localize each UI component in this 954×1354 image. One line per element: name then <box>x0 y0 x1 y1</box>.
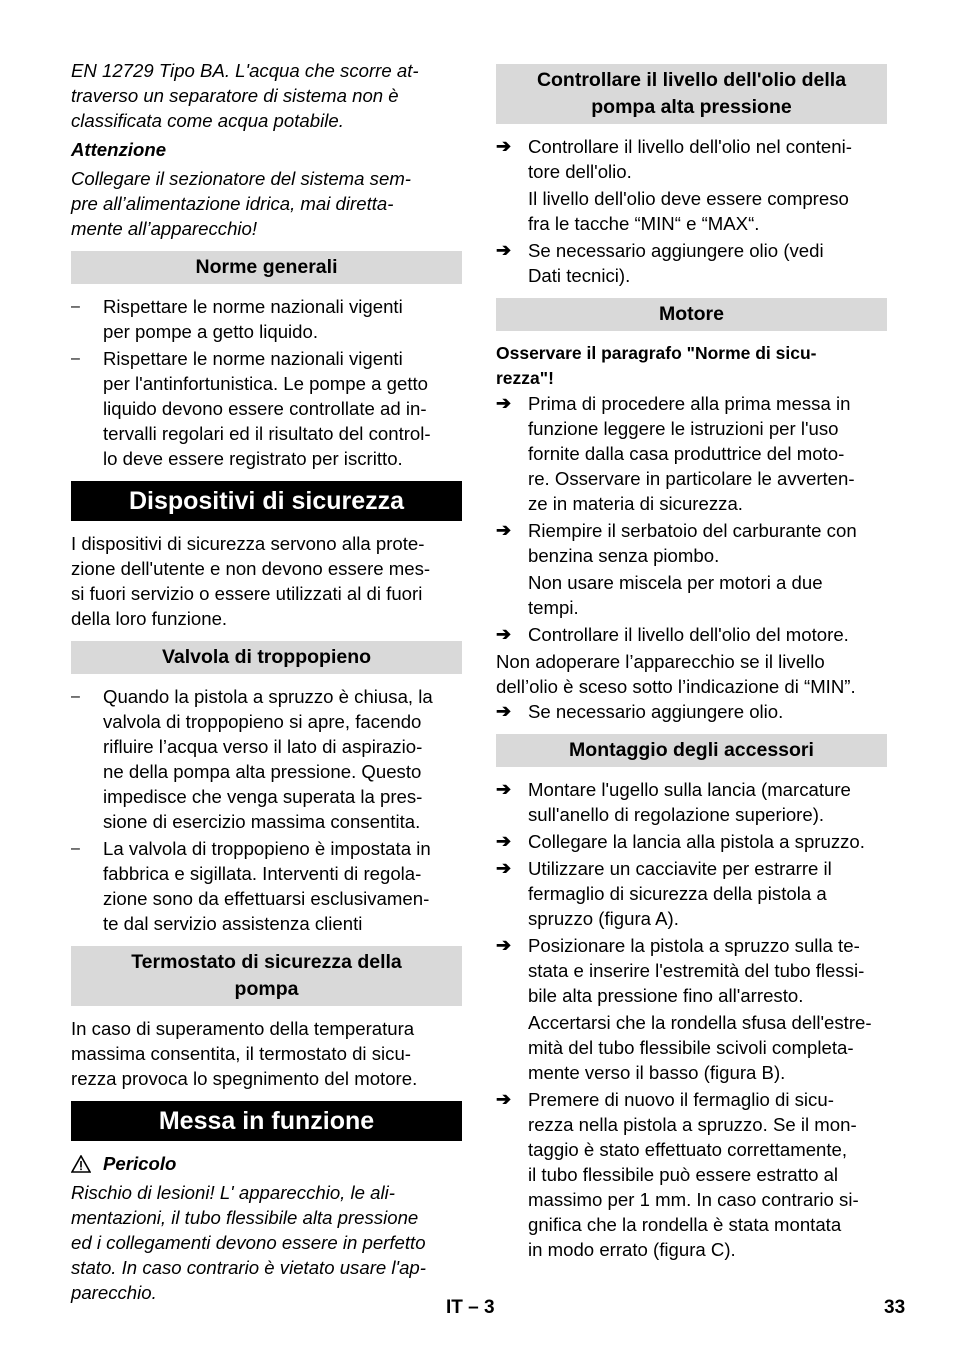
messa-in-funzione-heading: Messa in funzione <box>71 1101 462 1141</box>
pericolo-label: Pericolo <box>103 1153 177 1174</box>
attention-label: Attenzione <box>71 139 167 160</box>
text-line: re. Osservare in particolare le avverten- <box>528 468 855 489</box>
motore-note <box>496 341 887 391</box>
text-line: pompa <box>234 978 299 1000</box>
text-line: EN 12729 Tipo BA. L'acqua che scorre at- <box>71 60 419 81</box>
text-line: tempi. <box>528 597 579 618</box>
text-line: tervalli regolari ed il risultato del control- <box>103 423 431 444</box>
list-item <box>496 622 887 647</box>
text-line: mità del tubo flessibile scivoli completa- <box>528 1037 854 1058</box>
text-line: Prima di procedere alla prima messa in <box>528 393 851 414</box>
text-line: fermaglio di sicurezza della pistola a <box>528 883 827 904</box>
dispositivi-heading: Dispositivi di sicurezza <box>71 481 462 521</box>
text-line: massima consentita, il termostato di sicu- <box>71 1043 411 1064</box>
valvola-list <box>71 684 462 936</box>
text-line: Controllare il livello dell'olio nel conteni- <box>528 136 852 157</box>
text-line: stato. In caso contrario è vietato usare l'ap- <box>71 1257 426 1278</box>
text-line: benzina senza piombo. <box>528 545 720 566</box>
dash-bullet: – <box>71 688 80 705</box>
text-line: sull'anello di regolazione superiore). <box>528 804 825 825</box>
text-line: gnifica che la rondella è stata montata <box>528 1214 842 1235</box>
text-line: Montare l'ugello sulla lancia (marcature <box>528 779 851 800</box>
text-line: In caso di superamento della temperatura <box>71 1018 415 1039</box>
list-item <box>496 391 887 516</box>
pericolo-line <box>71 1151 462 1176</box>
text-line: fra le tacche “MIN“ e “MAX“. <box>528 213 760 234</box>
list-item <box>496 777 887 827</box>
text-line: ne della pompa alta pressione. Questo <box>103 761 422 782</box>
text-line: impedisce che venga superata la pres- <box>103 786 423 807</box>
text-line: Utilizzare un cacciavite per estrarre il <box>528 858 832 879</box>
list-item <box>496 134 887 184</box>
arrow-right-icon: ➔ <box>496 779 512 799</box>
list-item <box>496 699 887 724</box>
text-line: zione sono da effettuarsi esclusivamen- <box>103 888 430 909</box>
text-line: fornite dalla casa produttrice del moto- <box>528 443 845 464</box>
text-line: ze in materia di sicurezza. <box>528 493 743 514</box>
motore-list <box>496 391 887 647</box>
text-line: mente verso il basso (figura B). <box>528 1062 786 1083</box>
list-item <box>71 294 462 344</box>
arrow-right-icon: ➔ <box>496 831 512 851</box>
arrow-right-icon: ➔ <box>496 393 512 413</box>
footer-section: IT – 3 <box>446 1297 495 1318</box>
text-line: Collegare il sezionatore del sistema sem- <box>71 168 411 189</box>
text-line: Il livello dell'olio deve essere compreso <box>528 188 849 209</box>
olio-list <box>496 134 887 288</box>
dash-bullet: – <box>71 298 80 315</box>
text-line: bile alta pressione fino all'arresto. <box>528 985 804 1006</box>
list-item <box>496 238 887 288</box>
list-item <box>71 684 462 834</box>
intro-text <box>71 58 462 133</box>
list-item <box>496 829 887 854</box>
text-line: fabbrica e sigillata. Interventi di regola- <box>103 863 422 884</box>
accessori-heading: Montaggio degli accessori <box>496 734 887 767</box>
text-line: funzione leggere le istruzioni per l'uso <box>528 418 839 439</box>
arrow-right-icon: ➔ <box>496 1089 512 1109</box>
list-item-continuation <box>496 570 887 620</box>
motore-plain-text <box>496 649 887 699</box>
text-line: Rispettare le norme nazionali vigenti <box>103 296 403 317</box>
text-line: Accertarsi che la rondella sfusa dell'estre- <box>528 1012 872 1033</box>
text-line: Se necessario aggiungere olio. <box>528 701 784 722</box>
text-line: Non adoperare l’apparecchio se il livello <box>496 651 825 672</box>
text-line: zione dell'utente e non devono essere mes- <box>71 558 431 579</box>
text-line: spruzzo (figura A). <box>528 908 679 929</box>
list-item <box>496 856 887 931</box>
text-line: Controllare il livello dell'olio del motore. <box>528 624 849 645</box>
list-item-continuation <box>496 1010 887 1085</box>
termostato-heading <box>71 946 462 1006</box>
dash-bullet: – <box>71 350 80 367</box>
text-line: rezza provoca lo spegnimento del motore. <box>71 1068 418 1089</box>
arrow-right-icon: ➔ <box>496 136 512 156</box>
dash-bullet: – <box>71 840 80 857</box>
right-column <box>496 58 887 1264</box>
text-line: massimo per 1 mm. In caso contrario si- <box>528 1189 859 1210</box>
text-line: pre all’alimentazione idrica, mai diretta- <box>71 193 394 214</box>
arrow-right-icon: ➔ <box>496 520 512 540</box>
text-line: te dal servizio assistenza clienti <box>103 913 363 934</box>
text-line: ed i collegamenti devono essere in perfetto <box>71 1232 426 1253</box>
text-line: La valvola di troppopieno è impostata in <box>103 838 431 859</box>
text-line: sione di esercizio massima consentita. <box>103 811 421 832</box>
arrow-right-icon: ➔ <box>496 858 512 878</box>
text-line: si fuori servizio o essere utilizzati al di fuori <box>71 583 423 604</box>
text-line: pompa alta pressione <box>591 96 792 118</box>
text-line: classificata come acqua potabile. <box>71 110 344 131</box>
text-line: Quando la pistola a spruzzo è chiusa, la <box>103 686 433 707</box>
termostato-text <box>71 1016 462 1091</box>
text-line: Controllare il livello dell'olio della <box>536 69 847 91</box>
text-line: Premere di nuovo il fermaglio di sicu- <box>528 1089 834 1110</box>
text-line: stata e inserire l'estremità del tubo flessi- <box>528 960 865 981</box>
list-item <box>71 836 462 936</box>
text-line: Se necessario aggiungere olio (vedi <box>528 240 824 261</box>
arrow-right-icon: ➔ <box>496 935 512 955</box>
text-line: traverso un separatore di sistema non è <box>71 85 399 106</box>
norme-list <box>71 294 462 471</box>
pericolo-text <box>71 1180 462 1305</box>
dispositivi-text <box>71 531 462 631</box>
text-line: per pompe a getto liquido. <box>103 321 319 342</box>
olio-pompa-heading <box>496 64 887 124</box>
motore-heading: Motore <box>496 298 887 331</box>
left-column <box>71 58 462 1305</box>
text-line: Osservare il paragrafo "Norme di sicu- <box>496 343 817 363</box>
text-line: lo deve essere registrato per iscritto. <box>103 448 403 469</box>
list-item <box>496 518 887 568</box>
text-line: parecchio. <box>71 1282 157 1303</box>
text-line: I dispositivi di sicurezza servono alla prote- <box>71 533 425 554</box>
text-line: Termostato di sicurezza della <box>131 951 402 973</box>
arrow-right-icon: ➔ <box>496 624 512 644</box>
text-line: mente all’apparecchio! <box>71 218 258 239</box>
list-item <box>496 933 887 1008</box>
warning-triangle-icon <box>71 1155 91 1173</box>
text-line: per l'antinfortunistica. Le pompe a getto <box>103 373 429 394</box>
text-line: rezza"! <box>496 368 554 388</box>
list-item <box>496 1087 887 1262</box>
valvola-heading: Valvola di troppopieno <box>71 641 462 674</box>
page-number: 33 <box>884 1297 906 1318</box>
text-line: in modo errato (figura C). <box>528 1239 736 1260</box>
text-line: mentazioni, il tubo flessibile alta pressione <box>71 1207 419 1228</box>
text-line: Rischio di lesioni! L' apparecchio, le ali- <box>71 1182 395 1203</box>
text-line: tore dell'olio. <box>528 161 632 182</box>
arrow-right-icon: ➔ <box>496 240 512 260</box>
text-line: liquido devono essere controllate ad in- <box>103 398 427 419</box>
text-line: il tubo flessibile può essere estratto al <box>528 1164 839 1185</box>
text-line: rifluire l’acqua verso il lato di aspirazio- <box>103 736 423 757</box>
text-line: Collegare la lancia alla pistola a spruzzo. <box>528 831 865 852</box>
text-line: Posizionare la pistola a spruzzo sulla te- <box>528 935 860 956</box>
norme-generali-heading: Norme generali <box>71 251 462 284</box>
list-item-text <box>528 699 887 724</box>
text-line: Non usare miscela per motori a due <box>528 572 823 593</box>
text-line: dell’olio è sceso sotto l’indicazione di “MIN”. <box>496 676 856 697</box>
text-line: taggio è stato effettuato correttamente, <box>528 1139 848 1160</box>
text-line: Dati tecnici). <box>528 265 631 286</box>
text-line: Riempire il serbatoio del carburante con <box>528 520 857 541</box>
text-line: rezza nella pistola a spruzzo. Se il mon- <box>528 1114 857 1135</box>
text-line: della loro funzione. <box>71 608 228 629</box>
attention-text <box>71 166 462 241</box>
accessori-list <box>496 777 887 1262</box>
list-item-continuation <box>496 186 887 236</box>
arrow-right-icon: ➔ <box>496 701 512 721</box>
list-item <box>71 346 462 471</box>
text-line: valvola di troppopieno si apre, facendo <box>103 711 422 732</box>
text-line: Rispettare le norme nazionali vigenti <box>103 348 403 369</box>
